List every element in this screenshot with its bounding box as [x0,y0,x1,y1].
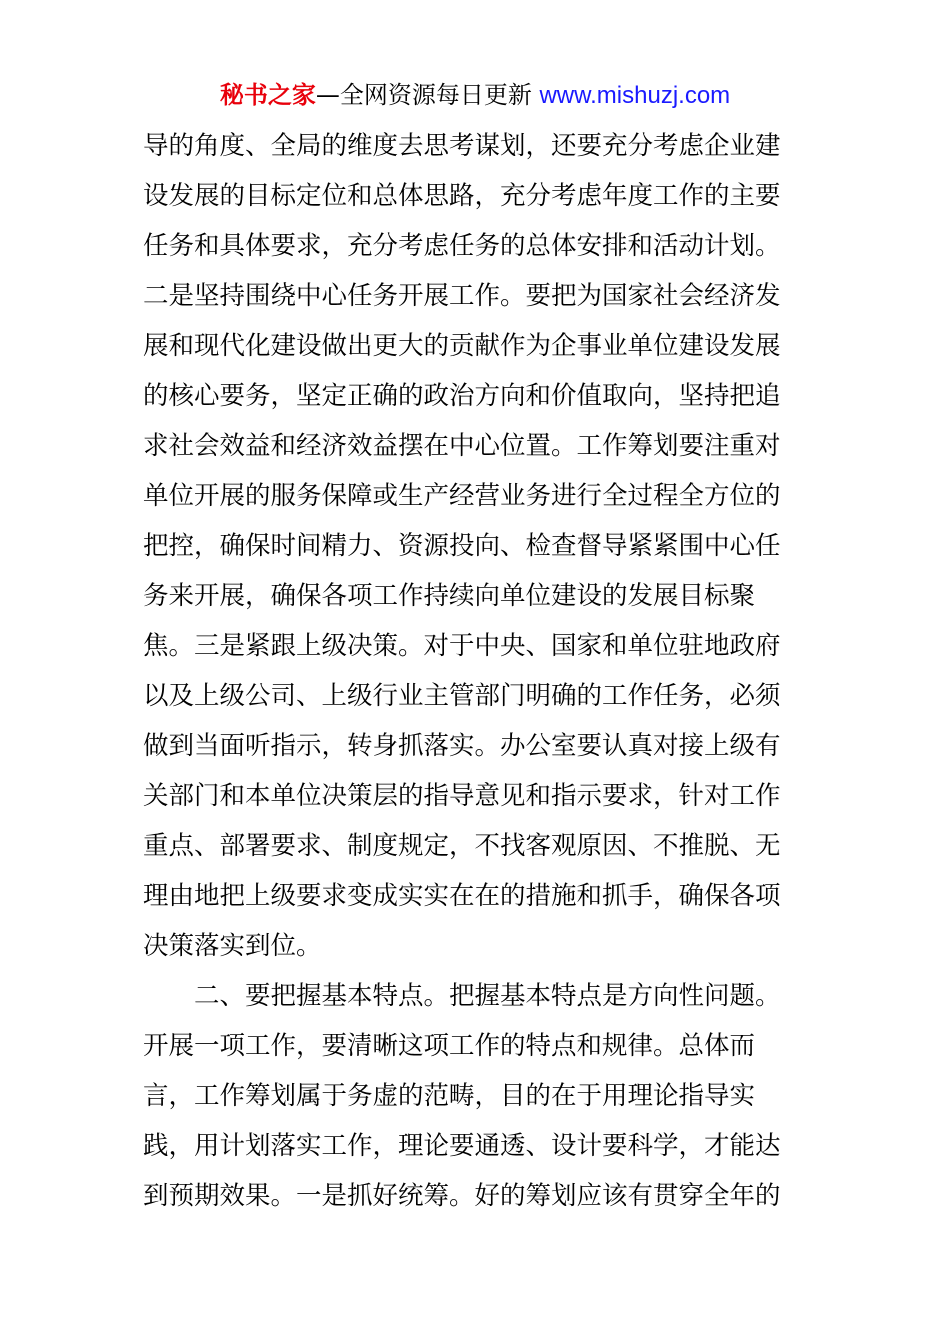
document-body [143,121,809,1221]
text-line: 把控，确保时间精力、资源投向、检查督导紧紧围中心任 [143,531,781,561]
text-line: 践，用计划落实工作，理论要通透、设计要科学，才能达 [143,1131,781,1161]
text-line: 的核心要务，坚定正确的政治方向和价值取向，坚持把追 [143,381,781,411]
text-line: 单位开展的服务保障或生产经营业务进行全过程全方位的 [143,481,781,511]
text-line: 导的角度、全局的维度去思考谋划，还要充分考虑企业建 [143,131,781,161]
site-brand: 秘书之家 [219,81,316,109]
text-line: 焦。三是紧跟上级决策。对于中央、国家和单位驻地政府 [143,631,781,661]
page-header [0,80,950,111]
text-line: 务来开展，确保各项工作持续向单位建设的发展目标聚 [143,581,756,611]
text-line: 言，工作筹划属于务虚的范畴，目的在于用理论指导实 [143,1081,756,1111]
text-line: 求社会效益和经济效益摆在中心位置。工作筹划要注重对 [143,431,781,461]
site-tagline: —全网资源每日更新 [315,81,540,109]
text-line: 任务和具体要求，充分考虑任务的总体安排和活动计划。 [143,231,781,261]
text-line: 开展一项工作，要清晰这项工作的特点和规律。总体而 [143,1031,756,1061]
text-line: 理由地把上级要求变成实实在在的措施和抓手，确保各项 [143,881,781,911]
text-line: 展和现代化建设做出更大的贡献作为企事业单位建设发展 [143,331,781,361]
section-heading-line: 二、要把握基本特点。把握基本特点是方向性问题。 [194,981,781,1011]
text-line: 做到当面听指示，转身抓落实。办公室要认真对接上级有 [143,731,781,761]
text-line: 二是坚持围绕中心任务开展工作。要把为国家社会经济发 [143,281,781,311]
text-line: 到预期效果。一是抓好统筹。好的筹划应该有贯穿全年的 [143,1181,781,1211]
text-line: 以及上级公司、上级行业主管部门明确的工作任务，必须 [143,681,781,711]
site-url[interactable]: www.mishuzj.com [539,82,731,109]
text-line: 关部门和本单位决策层的指导意见和指示要求，针对工作 [143,781,781,811]
text-line: 决策落实到位。 [143,931,322,961]
text-line: 重点、部署要求、制度规定，不找客观原因、不推脱、无 [143,831,781,861]
text-line: 设发展的目标定位和总体思路，充分考虑年度工作的主要 [143,181,781,211]
